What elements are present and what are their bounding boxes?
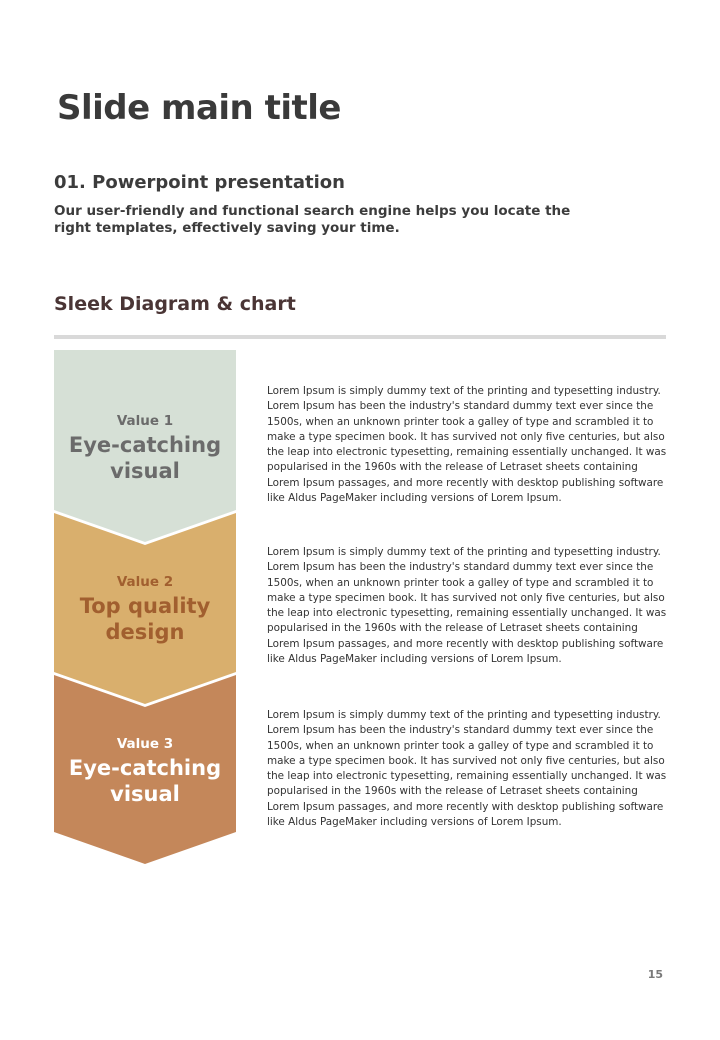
step-1-heading-line2: visual <box>110 459 180 483</box>
step-3-label <box>54 736 236 807</box>
step-1-label <box>54 413 236 484</box>
step-1-description: Lorem Ipsum is simply dummy text of the printing and typesetting industry. Lorem Ipsum has been the industry's standard dummy text ever since the 1500s, when an unknown printer took a galley of type and scrambled it to make a type specimen book. It has survived not only five centuries, but also the leap into electronic typesetting, remaining essentially unchanged. It was popularised in the 1960s with the release of Letraset sheets containing Lorem Ipsum passages, and more recently with desktop publishing software like Aldus PageMaker including versions of Lorem Ipsum. <box>267 385 667 505</box>
section-subtitle: 01. Powerpoint presentation <box>54 172 345 193</box>
step-1-heading-line1: Eye-catching <box>68 433 222 457</box>
step-2-description: Lorem Ipsum is simply dummy text of the printing and typesetting industry. Lorem Ipsum has been the industry's standard dummy text ever since the 1500s, when an unknown printer took a galley of type and scrambled it to make a type specimen book. It has survived not only five centuries, but also the leap into electronic typesetting, remaining essentially unchanged. It was popularised in the 1960s with the release of Letraset sheets containing Lorem Ipsum passages, and more recently with desktop publishing software like Aldus PageMaker including versions of Lorem Ipsum. <box>267 546 667 666</box>
slide-title: Slide main title <box>57 88 341 128</box>
step-2-heading-line2: design <box>105 620 185 644</box>
step-2-label <box>54 574 236 645</box>
chevron-diagram <box>54 350 236 865</box>
diagram-section-title: Sleek Diagram & chart <box>54 293 296 315</box>
step-1-value: Value 1 <box>116 413 174 429</box>
divider-rule <box>54 335 666 339</box>
step-3-heading-line1: Eye-catching <box>68 756 222 780</box>
step-2-value: Value 2 <box>116 574 174 590</box>
intro-paragraph: Our user-friendly and functional search engine helps you locate the right templates, effectively saving your time. <box>54 203 571 236</box>
step-3-description: Lorem Ipsum is simply dummy text of the printing and typesetting industry. Lorem Ipsum has been the industry's standard dummy text ever since the 1500s, when an unknown printer took a galley of type and scrambled it to make a type specimen book. It has survived not only five centuries, but also the leap into electronic typesetting, remaining essentially unchanged. It was popularised in the 1960s with the release of Letraset sheets containing Lorem Ipsum passages, and more recently with desktop publishing software like Aldus PageMaker including versions of Lorem Ipsum. <box>267 709 667 829</box>
step-3-value: Value 3 <box>116 736 174 752</box>
step-2-heading-line1: Top quality <box>79 594 211 618</box>
page-number: 15 <box>647 968 663 981</box>
step-3-heading-line2: visual <box>110 782 180 806</box>
